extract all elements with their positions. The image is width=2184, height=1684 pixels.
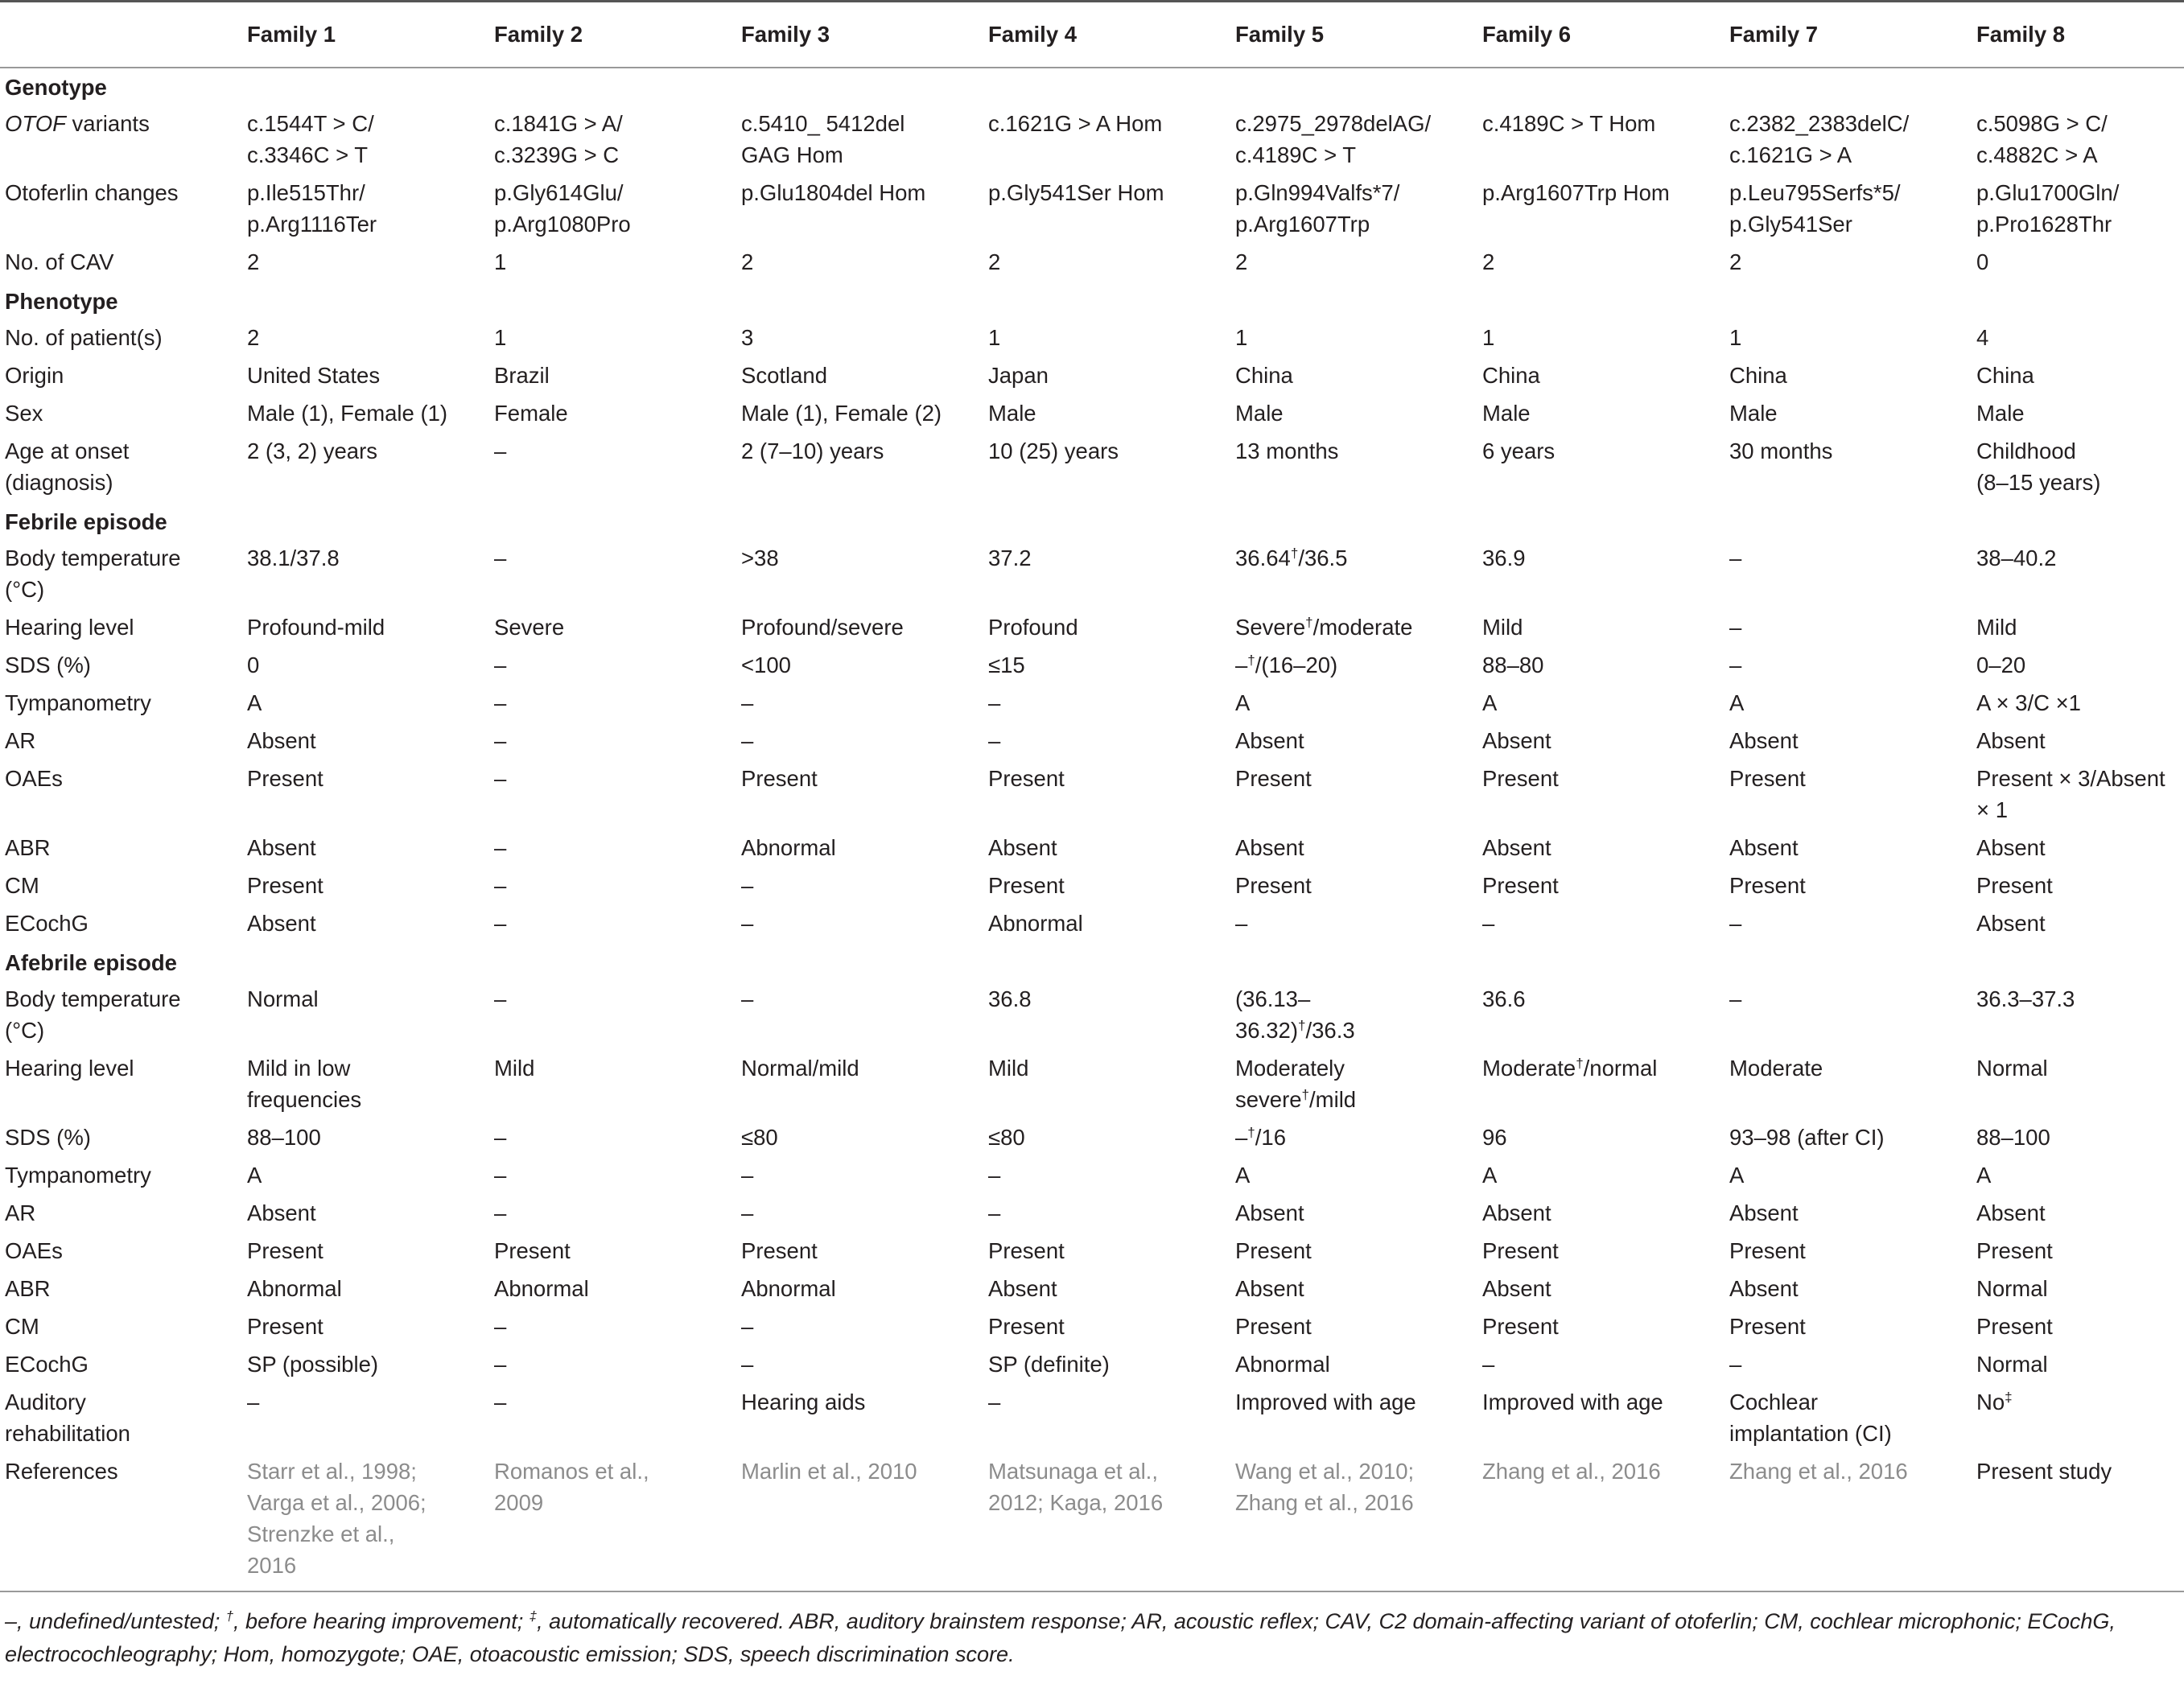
table-cell: –	[741, 986, 754, 1011]
table-cell: Mild	[494, 1055, 535, 1081]
table-cell: Absent	[247, 834, 316, 860]
row-label: Age at onset (diagnosis)	[5, 438, 130, 495]
table-cell: –	[494, 910, 507, 936]
table-cell: 2	[247, 249, 260, 274]
table-cell: Mild	[1482, 614, 1523, 640]
table-cell: Present	[247, 1313, 323, 1339]
section-header-row	[0, 68, 2184, 106]
table-cell: China	[1482, 362, 1540, 388]
table-cell: Japan	[988, 362, 1049, 388]
table-row	[0, 434, 2184, 503]
table-cell: Abnormal	[988, 910, 1083, 936]
table-cell: 10 (25) years	[988, 438, 1119, 463]
table-cell: c.1841G > A/ c.3239G > C	[494, 110, 623, 167]
row-label: No. of patient(s)	[5, 324, 163, 350]
table-cell: >38	[741, 545, 779, 570]
row-label: Auditory rehabilitation	[5, 1389, 130, 1446]
table-cell: Abnormal	[247, 1275, 342, 1301]
table-cell: Absent	[1235, 834, 1304, 860]
row-label: Body temperature (°C)	[5, 545, 181, 602]
table-cell: Mild in low frequencies	[247, 1055, 362, 1112]
table-cell: Absent	[1482, 834, 1551, 860]
table-cell: Improved with age	[1235, 1389, 1416, 1414]
table-cell: Profound-mild	[247, 614, 385, 640]
table-cell: 2 (7–10) years	[741, 438, 884, 463]
table-cell: Present	[1482, 765, 1559, 791]
table-cell: A	[247, 1162, 262, 1188]
header-cell	[0, 2, 247, 68]
table-cell: p.Gln994Valfs*7/ p.Arg1607Trp	[1235, 179, 1400, 237]
header-cell: Family 6	[1482, 2, 1729, 68]
table-cell: –	[741, 1351, 754, 1377]
table-cell: –	[1729, 545, 1742, 570]
table-cell: –	[1729, 652, 1742, 677]
table-row	[0, 1309, 2184, 1347]
table-cell: 1	[988, 324, 1001, 350]
table-row	[0, 1120, 2184, 1158]
table-cell: 2	[988, 249, 1001, 274]
table-cell: 13 months	[1235, 438, 1339, 463]
table-row	[0, 358, 2184, 396]
table-cell: (36.13– 36.32)†/36.3	[1235, 986, 1355, 1043]
table-cell: Normal	[1976, 1275, 2048, 1301]
section-title: Febrile episode	[5, 508, 167, 534]
table-row	[0, 906, 2184, 944]
table-cell: 1	[494, 324, 507, 350]
table-cell: Male	[1976, 400, 2025, 426]
row-label: Tympanometry	[5, 1162, 151, 1188]
table-row	[0, 1196, 2184, 1233]
row-label: Otoferlin changes	[5, 179, 179, 205]
table-cell: Abnormal	[1235, 1351, 1330, 1377]
table-cell: No‡	[1976, 1389, 2013, 1414]
table-cell: –	[741, 727, 754, 753]
table-cell: Moderate	[1729, 1055, 1823, 1081]
reference-cell: Starr et al., 1998; Varga et al., 2006; Strenzke et al., 2016	[247, 1454, 494, 1591]
reference-cell: Zhang et al., 2016	[1482, 1454, 1729, 1591]
section-header-row	[0, 282, 2184, 320]
table-cell: Absent	[1976, 910, 2046, 936]
section-header-row	[0, 944, 2184, 982]
table-cell: Present	[1729, 1313, 1806, 1339]
row-label: References	[0, 1454, 247, 1591]
table-cell: <100	[741, 652, 791, 677]
table-cell: Improved with age	[1482, 1389, 1663, 1414]
table-cell: A × 3/C ×1	[1976, 690, 2081, 715]
table-cell: Absent	[1976, 727, 2046, 753]
table-cell: –	[494, 1124, 507, 1150]
table-row	[0, 830, 2184, 868]
table-cell: Absent	[1976, 834, 2046, 860]
row-label: SDS (%)	[5, 652, 91, 677]
row-label: CM	[5, 872, 39, 898]
reference-cell: Marlin et al., 2010	[741, 1454, 988, 1591]
table-cell: A	[1235, 690, 1251, 715]
table-cell: 2 (3, 2) years	[247, 438, 378, 463]
table-cell: Absent	[1235, 727, 1304, 753]
table-cell: –	[988, 690, 1001, 715]
table-cell: –	[1482, 1351, 1495, 1377]
table-cell: ≤15	[988, 652, 1025, 677]
table-cell: 2	[1482, 249, 1495, 274]
table-cell: –	[988, 727, 1001, 753]
table-cell: –	[1729, 910, 1742, 936]
table-cell: 3	[741, 324, 754, 350]
table-cell: –	[494, 545, 507, 570]
section-header-row	[0, 503, 2184, 541]
table-cell: c.4189C > T Hom	[1482, 110, 1656, 136]
table-cell: Present	[741, 765, 818, 791]
table-cell: Absent	[247, 910, 316, 936]
row-label: Hearing level	[5, 1055, 134, 1081]
table-cell: 2	[1235, 249, 1248, 274]
table-cell: SP (definite)	[988, 1351, 1110, 1377]
table-cell: Present	[247, 765, 323, 791]
table-cell: –	[988, 1162, 1001, 1188]
table-cell: Childhood (8–15 years)	[1976, 438, 2101, 495]
table-row	[0, 1158, 2184, 1196]
table-cell: p.Arg1607Trp Hom	[1482, 179, 1670, 205]
table-cell: –	[494, 872, 507, 898]
table-cell: Absent	[1729, 727, 1799, 753]
header-cell: Family 2	[494, 2, 741, 68]
reference-cell: Zhang et al., 2016	[1729, 1454, 1976, 1591]
table-cell: 38–40.2	[1976, 545, 2057, 570]
table-row	[0, 868, 2184, 906]
table-cell: –†/(16–20)	[1235, 652, 1338, 677]
table-cell: Scotland	[741, 362, 828, 388]
table-cell: Present	[988, 1237, 1065, 1263]
table-cell: Absent	[247, 1200, 316, 1225]
table-cell: Absent	[1729, 1200, 1799, 1225]
table-cell: SP (possible)	[247, 1351, 379, 1377]
table-cell: 36.9	[1482, 545, 1526, 570]
section-title: Afebrile episode	[5, 949, 177, 975]
table-cell: China	[1235, 362, 1293, 388]
table-cell: Present	[1729, 1237, 1806, 1263]
table-cell: Absent	[1482, 1200, 1551, 1225]
table-cell: 1	[494, 249, 507, 274]
table-cell: p.Ile515Thr/ p.Arg1116Ter	[247, 179, 377, 237]
table-cell: A	[1729, 690, 1745, 715]
table-cell: Present	[1729, 765, 1806, 791]
table-row	[0, 320, 2184, 358]
table-cell: 1	[1482, 324, 1495, 350]
table-cell: –	[988, 1200, 1001, 1225]
table-cell: Present	[1235, 1237, 1312, 1263]
table-cell: Normal/mild	[741, 1055, 859, 1081]
row-label: OAEs	[5, 1237, 63, 1263]
table-cell: 88–80	[1482, 652, 1544, 677]
row-label: Tympanometry	[5, 690, 151, 715]
table-row	[0, 1051, 2184, 1120]
row-label: No. of CAV	[5, 249, 114, 274]
table-cell: 0	[247, 652, 260, 677]
row-label: Hearing level	[5, 614, 134, 640]
table-cell: p.Glu1700Gln/ p.Pro1628Thr	[1976, 179, 2120, 237]
table-cell: 1	[1729, 324, 1742, 350]
table-cell: Present	[988, 765, 1065, 791]
table-cell: –	[741, 910, 754, 936]
table-cell: Female	[494, 400, 568, 426]
row-label: Body temperature (°C)	[5, 986, 181, 1043]
table-cell: Present	[1976, 1237, 2053, 1263]
table-cell: Abnormal	[494, 1275, 589, 1301]
table-cell: A	[1482, 1162, 1498, 1188]
table-cell: –	[494, 1389, 507, 1414]
table-cell: –	[494, 652, 507, 677]
table-cell: Present	[741, 1237, 818, 1263]
table-cell: Absent	[1729, 834, 1799, 860]
table-cell: Present	[1235, 765, 1312, 791]
table-cell: Profound/severe	[741, 614, 904, 640]
table-cell: –	[741, 872, 754, 898]
table-cell: –	[741, 1162, 754, 1188]
table-cell: –	[494, 1313, 507, 1339]
table-cell: c.2975_2978delAG/ c.4189C > T	[1235, 110, 1432, 167]
table-cell: A	[1729, 1162, 1745, 1188]
table-cell: Present	[1729, 872, 1806, 898]
row-label: Sex	[5, 400, 43, 426]
table-cell: p.Glu1804del Hom	[741, 179, 926, 205]
table-footnote: –, undefined/untested; †, before hearing improvement; ‡, automatically recovered. ABR, auditory brainstem response; AR, acoustic reflex; CAV, C2 domain-affecting variant of otoferlin; CM, cochlear microphonic; ECochG, electrocochleography; Hom, homozygote; OAE, otoacoustic emission; SDS, speech discrimination score.	[5, 1608, 2116, 1666]
table-cell: –	[494, 727, 507, 753]
table-cell: Abnormal	[741, 834, 836, 860]
table-cell: A	[1976, 1162, 1992, 1188]
table-row	[0, 1347, 2184, 1385]
reference-cell: Matsunaga et al., 2012; Kaga, 2016	[988, 1454, 1235, 1591]
header-cell: Family 1	[247, 2, 494, 68]
header-cell: Family 8	[1976, 2, 2184, 68]
table-cell: Male	[988, 400, 1036, 426]
table-cell: –	[494, 690, 507, 715]
row-label: ECochG	[5, 910, 89, 936]
section-title: Genotype	[5, 74, 107, 100]
table-cell: 93–98 (after CI)	[1729, 1124, 1885, 1150]
header-cell: Family 5	[1235, 2, 1482, 68]
table-cell: –	[1729, 986, 1742, 1011]
table-cell: 2	[247, 324, 260, 350]
table-cell: Moderate†/normal	[1482, 1055, 1658, 1081]
table-cell: –	[494, 438, 507, 463]
reference-cell: Romanos et al., 2009	[494, 1454, 741, 1591]
header-cell: Family 4	[988, 2, 1235, 68]
table-cell: c.5098G > C/ c.4882C > A	[1976, 110, 2108, 167]
table-row	[0, 610, 2184, 648]
table-cell: Present	[988, 872, 1065, 898]
table-cell: c.1544T > C/ c.3346C > T	[247, 110, 374, 167]
table-cell: A	[1482, 690, 1498, 715]
table-cell: Male	[1482, 400, 1531, 426]
table-cell: –	[1729, 1351, 1742, 1377]
reference-cell: Present study	[1976, 1454, 2184, 1591]
table-cell: p.Gly541Ser Hom	[988, 179, 1164, 205]
table-cell: 6 years	[1482, 438, 1556, 463]
table-cell: –†/16	[1235, 1124, 1287, 1150]
row-label: ABR	[5, 834, 51, 860]
table-row	[0, 106, 2184, 175]
table-row	[0, 1385, 2184, 1454]
table-cell: –	[494, 834, 507, 860]
row-label: CM	[5, 1313, 39, 1339]
table-cell: Present	[1482, 1237, 1559, 1263]
header-cell: Family 7	[1729, 2, 1976, 68]
table-row	[0, 982, 2184, 1051]
table-cell: 4	[1976, 324, 1989, 350]
table-cell: –	[988, 1389, 1001, 1414]
table-cell: c.5410_ 5412del GAG Hom	[741, 110, 905, 167]
table-cell: 36.6	[1482, 986, 1526, 1011]
table-cell: A	[1235, 1162, 1251, 1188]
table-cell: –	[1235, 910, 1248, 936]
table-cell: Present	[1976, 872, 2053, 898]
table-cell: c.1621G > A Hom	[988, 110, 1163, 136]
table-cell: Present	[1235, 1313, 1312, 1339]
table-cell: Abnormal	[741, 1275, 836, 1301]
table-cell: Brazil	[494, 362, 550, 388]
table-cell: United States	[247, 362, 381, 388]
table-cell: Mild	[1976, 614, 2017, 640]
table-cell: 36.64†/36.5	[1235, 545, 1348, 570]
row-label: Origin	[5, 362, 64, 388]
table-cell: Present	[1482, 872, 1559, 898]
table-row	[0, 541, 2184, 610]
table-cell: China	[1729, 362, 1787, 388]
table-cell: Mild	[988, 1055, 1029, 1081]
table-cell: c.2382_2383delC/ c.1621G > A	[1729, 110, 1910, 167]
table-row	[0, 175, 2184, 245]
table-header-row	[0, 2, 2184, 68]
table-cell: –	[494, 1200, 507, 1225]
table-row	[0, 723, 2184, 761]
table-cell: A	[247, 690, 262, 715]
table-cell: –	[494, 986, 507, 1011]
table-cell: –	[494, 1351, 507, 1377]
table-cell: 36.8	[988, 986, 1032, 1011]
table-cell: –	[494, 765, 507, 791]
table-cell: 30 months	[1729, 438, 1833, 463]
table-cell: Absent	[1235, 1200, 1304, 1225]
table-cell: Normal	[247, 986, 319, 1011]
row-label: AR	[5, 727, 36, 753]
table-cell: Absent	[988, 1275, 1057, 1301]
table-cell: –	[741, 1313, 754, 1339]
table-cell: –	[741, 1200, 754, 1225]
table-cell: Present	[988, 1313, 1065, 1339]
table-row	[0, 245, 2184, 282]
table-cell: Absent	[1482, 1275, 1551, 1301]
table-cell: Present	[247, 1237, 323, 1263]
table-cell: ≤80	[741, 1124, 778, 1150]
reference-cell: Wang et al., 2010; Zhang et al., 2016	[1235, 1454, 1482, 1591]
table-cell: 2	[741, 249, 754, 274]
table-cell: Present × 3/Absent × 1	[1976, 765, 2165, 822]
table-cell: –	[494, 1162, 507, 1188]
table-row	[0, 648, 2184, 686]
table-cell: Absent	[1729, 1275, 1799, 1301]
table-cell: Male	[1729, 400, 1778, 426]
table-cell: Present	[494, 1237, 571, 1263]
row-label: AR	[5, 1200, 36, 1225]
table-cell: Present	[1482, 1313, 1559, 1339]
table-cell: Present	[247, 872, 323, 898]
table-cell: Absent	[1235, 1275, 1304, 1301]
row-label: SDS (%)	[5, 1124, 91, 1150]
table-cell: 2	[1729, 249, 1742, 274]
table-cell: 88–100	[247, 1124, 321, 1150]
table-cell: 1	[1235, 324, 1248, 350]
table-cell: Present	[1976, 1313, 2053, 1339]
table-row	[0, 396, 2184, 434]
table-cell: 0	[1976, 249, 1989, 274]
row-label: ABR	[5, 1275, 51, 1301]
row-label: OAEs	[5, 765, 63, 791]
table-cell: Male	[1235, 400, 1284, 426]
table-cell: –	[1482, 910, 1495, 936]
row-label: OTOF variants	[5, 110, 150, 136]
table-cell: 36.3–37.3	[1976, 986, 2075, 1011]
table-cell: Normal	[1976, 1351, 2048, 1377]
table-cell: 37.2	[988, 545, 1032, 570]
table-cell: Severe	[494, 614, 565, 640]
table-cell: p.Gly614Glu/ p.Arg1080Pro	[494, 179, 631, 237]
table-cell: –	[247, 1389, 260, 1414]
table-cell: Normal	[1976, 1055, 2048, 1081]
table-cell: Male (1), Female (1)	[247, 400, 448, 426]
table-cell: 96	[1482, 1124, 1507, 1150]
table-cell: Absent	[1482, 727, 1551, 753]
table-cell: –	[741, 690, 754, 715]
table-cell: –	[1729, 614, 1742, 640]
section-title: Phenotype	[5, 288, 118, 314]
table-cell: 38.1/37.8	[247, 545, 340, 570]
table-cell: p.Leu795Serfs*5/ p.Gly541Ser	[1729, 179, 1901, 237]
table-row	[0, 686, 2184, 723]
table-row	[0, 761, 2184, 830]
table-cell: Absent	[247, 727, 316, 753]
table-cell: Severe†/moderate	[1235, 614, 1413, 640]
header-cell: Family 3	[741, 2, 988, 68]
table-cell: 88–100	[1976, 1124, 2050, 1150]
table-cell: Absent	[1976, 1200, 2046, 1225]
table-cell: Male (1), Female (2)	[741, 400, 942, 426]
table-cell: China	[1976, 362, 2034, 388]
row-label: ECochG	[5, 1351, 89, 1377]
table-cell: ≤80	[988, 1124, 1025, 1150]
table-cell: Hearing aids	[741, 1389, 866, 1414]
table-cell: Absent	[988, 834, 1057, 860]
table-cell: Moderately severe†/mild	[1235, 1055, 1357, 1112]
table-cell: Profound	[988, 614, 1078, 640]
table-cell: Cochlear implantation (CI)	[1729, 1389, 1892, 1446]
table-body	[0, 68, 2184, 1591]
table-row	[0, 1233, 2184, 1271]
table-row	[0, 1271, 2184, 1309]
table-cell: Present	[1235, 872, 1312, 898]
table-cell: 0–20	[1976, 652, 2026, 677]
table-row	[0, 1454, 2184, 1591]
